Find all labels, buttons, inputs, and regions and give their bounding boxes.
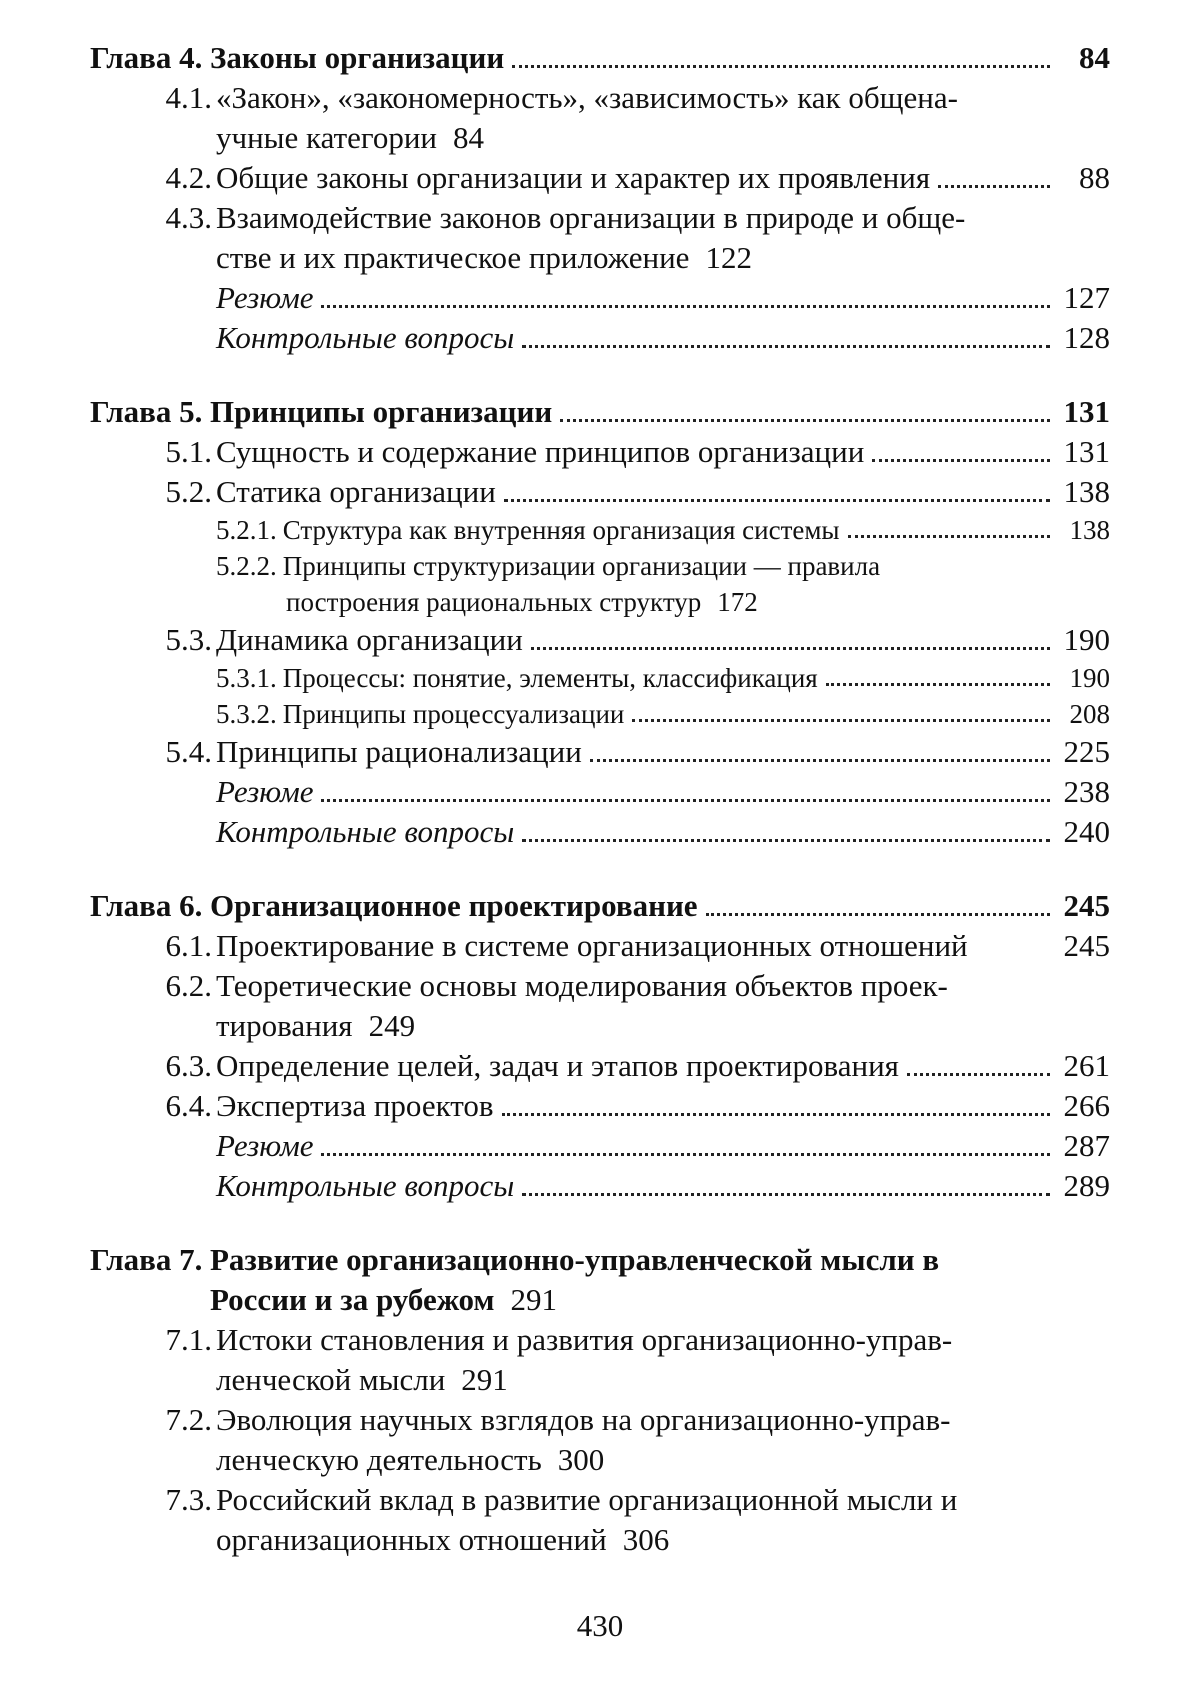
footer-page-number: 430	[576, 1608, 624, 1643]
page-number: 131	[1063, 394, 1110, 429]
section-title-line1: Эволюция научных взглядов на организационно-управ-	[216, 1402, 951, 1437]
section-number: 4.1.	[165, 80, 212, 115]
page-number: 208	[1069, 699, 1110, 729]
chapter-title-line1: Развитие организационно-управленческой мысли в	[210, 1242, 940, 1277]
toc-section-6-1	[90, 926, 1110, 966]
page-number: 291	[510, 1282, 557, 1317]
dot-leader	[590, 759, 1050, 762]
toc-section-7-1	[90, 1320, 1110, 1400]
page-number: 138	[1069, 515, 1110, 545]
questions-title: Контрольные вопросы	[216, 814, 515, 849]
chapter-label: Глава 4.	[90, 40, 203, 75]
toc-questions	[90, 812, 1110, 852]
toc-resume	[90, 772, 1110, 812]
dot-leader	[522, 1193, 1050, 1196]
page-number: 88	[1079, 160, 1110, 195]
page-number: 131	[1063, 434, 1110, 469]
toc-resume	[90, 278, 1110, 318]
resume-title: Резюме	[216, 1128, 314, 1163]
section-number: 5.1.	[165, 434, 212, 469]
toc-section-5-2	[90, 472, 1110, 512]
section-title: Проектирование в системе организационных отношений	[216, 928, 968, 963]
toc-section-6-4	[90, 1086, 1110, 1126]
section-title-line2: учные категории	[216, 120, 437, 155]
toc-subsection-5-2-2	[90, 548, 1110, 620]
section-number: 7.3.	[165, 1482, 212, 1517]
dot-leader	[632, 719, 1050, 722]
toc-chapter-4	[90, 38, 1110, 78]
toc-section-5-3	[90, 620, 1110, 660]
toc-section-7-2	[90, 1400, 1110, 1480]
page-number: 238	[1063, 774, 1110, 809]
toc-section-6-3	[90, 1046, 1110, 1086]
section-number: 7.1.	[165, 1322, 212, 1357]
section-number: 6.4.	[165, 1088, 212, 1123]
section-number: 6.2.	[165, 968, 212, 1003]
chapter-title: Принципы организации	[210, 394, 553, 429]
section-title: Сущность и содержание принципов организации	[216, 434, 865, 469]
section-title: Статика организации	[216, 474, 496, 509]
section-number: 6.3.	[165, 1048, 212, 1083]
toc-section-6-2	[90, 966, 1110, 1046]
chapter-label: Глава 6.	[90, 888, 203, 923]
dot-leader	[848, 535, 1050, 538]
section-title-line2: организационных отношений	[216, 1522, 607, 1557]
section-number: 6.1.	[165, 928, 212, 963]
dot-leader	[502, 1113, 1050, 1116]
toc-section-5-4	[90, 732, 1110, 772]
dot-leader	[826, 683, 1050, 686]
section-number: 4.2.	[165, 160, 212, 195]
subsection-title: Процессы: понятие, элементы, классификация	[282, 663, 818, 693]
dot-leader	[321, 799, 1050, 802]
dot-leader	[321, 1153, 1050, 1156]
section-title-line2: тирования	[216, 1008, 353, 1043]
subsection-title: Структура как внутренняя организация системы	[282, 515, 840, 545]
section-title-line1: Взаимодействие законов организации в природе и обще-	[216, 200, 966, 235]
section-number: 5.4.	[165, 734, 212, 769]
toc-chapter-5	[90, 392, 1110, 432]
toc-subsection-5-2-1	[90, 512, 1110, 548]
toc-chapter-7	[90, 1240, 1110, 1320]
page-number: 266	[1063, 1088, 1110, 1123]
page-number: 84	[1079, 40, 1110, 75]
section-title: Динамика организации	[216, 622, 523, 657]
page-number: 122	[705, 240, 752, 275]
toc-section-4-2	[90, 158, 1110, 198]
subsection-title: Принципы процессуализации	[282, 699, 625, 729]
page-number: 190	[1063, 622, 1110, 657]
page-number: 249	[368, 1008, 416, 1043]
section-number: 7.2.	[165, 1402, 212, 1437]
dot-leader	[560, 419, 1050, 422]
page-number: 225	[1063, 734, 1110, 769]
chapter-label: Глава 5.	[90, 394, 203, 429]
page-number: 84	[453, 120, 484, 155]
section-title-line1: Истоки становления и развития организационно-управ-	[216, 1322, 953, 1357]
section-title: Общие законы организации и характер их проявления	[216, 160, 931, 195]
page-number: 245	[1063, 928, 1110, 963]
section-title: Определение целей, задач и этапов проектирования	[216, 1048, 899, 1083]
page-number: 306	[622, 1522, 670, 1557]
subsection-number: 5.2.1.	[216, 515, 277, 545]
page-number: 291	[461, 1362, 508, 1397]
chapter-title-line2: России и за рубежом	[210, 1282, 495, 1317]
section-title-line1: «Закон», «закономерность», «зависимость» как общена-	[216, 80, 958, 115]
toc-section-4-3	[90, 198, 1110, 278]
dot-leader	[907, 1073, 1050, 1076]
section-title: Экспертиза проектов	[216, 1088, 494, 1123]
chapter-title: Организационное проектирование	[210, 888, 698, 923]
dot-leader	[531, 647, 1050, 650]
resume-title: Резюме	[216, 774, 314, 809]
page-number: 245	[1063, 888, 1110, 923]
page-number: 127	[1063, 280, 1110, 315]
toc-resume	[90, 1126, 1110, 1166]
subsection-number: 5.2.2.	[216, 551, 277, 581]
table-of-contents	[90, 38, 1110, 1560]
chapter-title: Законы организации	[210, 40, 505, 75]
dot-leader	[512, 65, 1050, 68]
toc-questions	[90, 1166, 1110, 1206]
toc-subsection-5-3-1	[90, 660, 1110, 696]
page-number: 300	[557, 1442, 605, 1477]
chapter-label: Глава 7.	[90, 1242, 203, 1277]
subsection-title-line2: построения рациональных структур	[286, 587, 702, 617]
dot-leader	[706, 913, 1050, 916]
page-number: 128	[1063, 320, 1110, 355]
section-number: 5.2.	[165, 474, 212, 509]
section-title-line2: ленческую деятельность	[216, 1442, 542, 1477]
section-title-line1: Российский вклад в развитие организационной мысли и	[216, 1482, 958, 1517]
page-number: 261	[1063, 1048, 1110, 1083]
dot-leader	[504, 499, 1050, 502]
toc-questions	[90, 318, 1110, 358]
page-number: 287	[1063, 1128, 1110, 1163]
dot-leader	[938, 185, 1050, 188]
dot-leader	[522, 345, 1050, 348]
toc-subsection-5-3-2	[90, 696, 1110, 732]
toc-section-4-1	[90, 78, 1110, 158]
section-number: 5.3.	[165, 622, 212, 657]
dot-leader	[872, 459, 1050, 462]
section-number: 4.3.	[165, 200, 212, 235]
toc-chapter-6	[90, 886, 1110, 926]
section-title-line2: стве и их практическое приложение	[216, 240, 690, 275]
dot-leader	[976, 953, 1050, 956]
subsection-number: 5.3.1.	[216, 663, 277, 693]
section-title: Принципы рационализации	[216, 734, 582, 769]
resume-title: Резюме	[216, 280, 314, 315]
subsection-number: 5.3.2.	[216, 699, 277, 729]
section-title-line1: Теоретические основы моделирования объектов проек-	[216, 968, 948, 1003]
page-number: 289	[1063, 1168, 1110, 1203]
page-number: 240	[1063, 814, 1110, 849]
subsection-title-line1: Принципы структуризации организации — правила	[282, 551, 881, 581]
page-number: 138	[1063, 474, 1110, 509]
page-number: 190	[1069, 663, 1110, 693]
page-number: 172	[717, 587, 758, 617]
toc-section-7-3	[90, 1480, 1110, 1560]
dot-leader	[321, 305, 1050, 308]
section-title-line2: ленческой мысли	[216, 1362, 446, 1397]
toc-section-5-1	[90, 432, 1110, 472]
dot-leader	[522, 839, 1050, 842]
questions-title: Контрольные вопросы	[216, 320, 515, 355]
questions-title: Контрольные вопросы	[216, 1168, 515, 1203]
